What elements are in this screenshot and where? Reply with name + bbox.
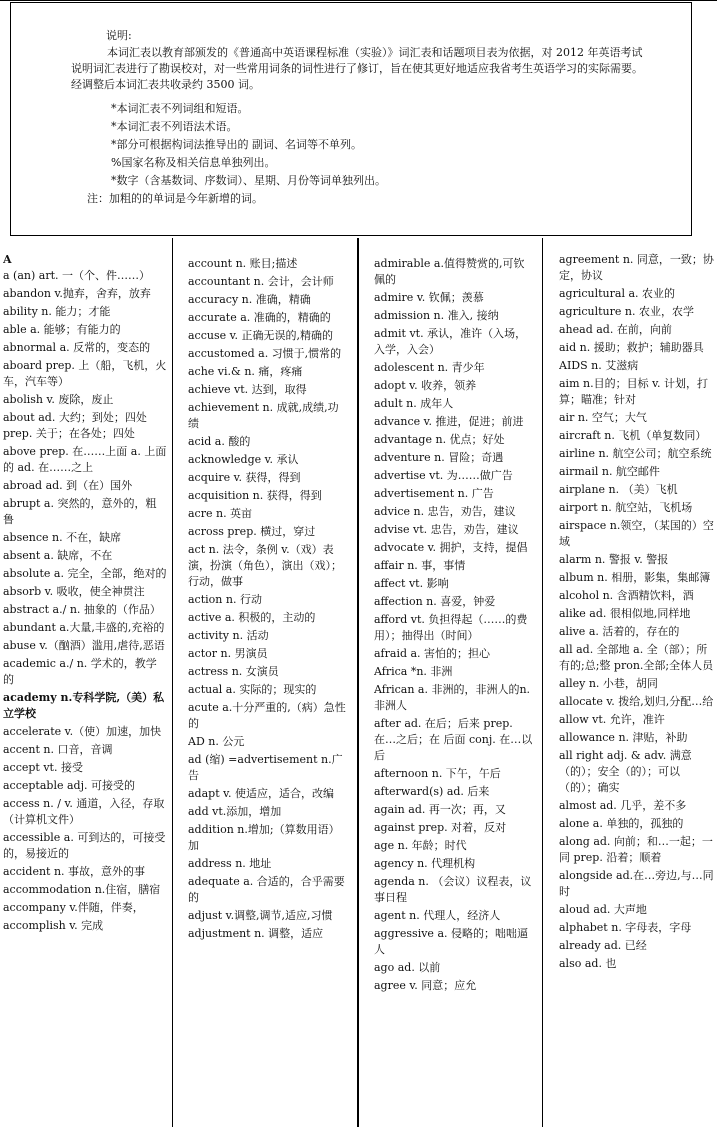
vocab-entry: aloud ad. 大声地: [559, 903, 647, 916]
intro-note: *本词汇表不列词组和短语。: [111, 102, 249, 115]
vocab-entry: agent n. 代理人，经济人: [374, 909, 501, 922]
vocab-entry: adventure n. 冒险；奇遇: [374, 451, 504, 464]
vocab-entry: alone a. 单独的，孤独的: [559, 817, 684, 830]
vocab-entry: AIDS n. 艾滋病: [559, 359, 639, 372]
vocab-entry: acre n. 英亩: [188, 507, 253, 520]
vocab-entry: afraid a. 害怕的；担心: [374, 647, 491, 660]
vocab-entry: ache vi.& n. 痛，疼痛: [188, 365, 303, 378]
vocab-entry: abnormal a. 反常的，变态的: [3, 341, 151, 354]
vocab-entry: aid n. 援助；救护；辅助器具: [559, 341, 704, 354]
vocab-entry: adapt v. 使适应，适合，改编: [188, 787, 335, 800]
top-rule: [0, 0, 717, 1]
vocab-entry: abrupt a. 突然的，意外的，粗鲁: [3, 497, 157, 526]
vocab-entry: advantage n. 优点；好处: [374, 433, 505, 446]
vocab-entry: address n. 地址: [188, 857, 272, 870]
vocab-entry: alphabet n. 字母表，字母: [559, 921, 692, 934]
vocab-entry: accuracy n. 准确，精确: [188, 293, 311, 306]
vocab-entry: agriculture n. 农业，农学: [559, 305, 694, 318]
vocab-entry: accompany v.伴随，伴奏，: [3, 901, 144, 914]
vocab-entry: album n. 相册，影集，集邮簿: [559, 571, 711, 584]
vocab-entry: alongside ad.在…旁边,与…同时: [559, 869, 714, 898]
vocab-entry: advocate v. 拥护，支持，提倡: [374, 541, 528, 554]
intro-title: 说明:: [106, 29, 132, 42]
vocab-entry: alley n. 小巷，胡同: [559, 677, 658, 690]
vocab-entry: AD n. 公元: [188, 735, 245, 748]
vocab-entry: already ad. 已经: [559, 939, 647, 952]
vocab-entry: almost ad. 几乎，差不多: [559, 799, 687, 812]
vocab-entry: alike ad. 很相似地,同样地: [559, 607, 691, 620]
vocab-entry: admission n. 准入, 接纳: [374, 309, 499, 322]
vocab-entry: addition n.增加;（算数用语）加: [188, 823, 340, 852]
vocab-entry: adult n. 成年人: [374, 397, 454, 410]
vocab-entry: allowance n. 津贴，补助: [559, 731, 688, 744]
vocab-entry: advise vt. 忠告，劝告，建议: [374, 523, 519, 536]
vocab-entry: across prep. 横过，穿过: [188, 525, 316, 538]
vocab-entry: after ad. 在后；后来 prep. 在…之后；在 后面 conj. 在…以后: [374, 717, 533, 762]
vocab-entry: activity n. 活动: [188, 629, 269, 642]
vocab-entry: abuse v.（酗酒）滥用,虐待,恶语: [3, 639, 165, 652]
vocab-entry: alarm n. 警报 v. 警报: [559, 553, 669, 566]
vocab-entry: acceptable adj. 可接受的: [3, 779, 135, 792]
vocab-entry: aircraft n. 飞机（单复数同）: [559, 429, 707, 442]
vocab-entry: accident n. 事故，意外的事: [3, 865, 146, 878]
vocab-entry: advice n. 忠告，劝告，建议: [374, 505, 516, 518]
vocab-entry: abroad ad. 到（在）国外: [3, 479, 133, 492]
vocab-entry: agency n. 代理机构: [374, 857, 476, 870]
vocab-entry: abandon v.抛弃，舍弃，放弃: [3, 287, 151, 300]
vocab-entry: action n. 行动: [188, 593, 262, 606]
section-letter: A: [3, 253, 12, 266]
vocab-entry: ahead ad. 在前，向前: [559, 323, 672, 336]
vocab-entry: airline n. 航空公司；航空系统: [559, 447, 712, 460]
vocab-entry: afternoon n. 下午，午后: [374, 767, 501, 780]
vocab-column-3: [374, 256, 534, 1145]
vocab-entry: acid a. 酸的: [188, 435, 251, 448]
vocab-entry: absent a. 缺席，不在: [3, 549, 113, 562]
vocab-entry: affair n. 事，事情: [374, 559, 466, 572]
vocab-entry: agricultural a. 农业的: [559, 287, 676, 300]
vocab-entry: alive a. 活着的，存在的: [559, 625, 680, 638]
vocab-entry: advance v. 推进，促进；前进: [374, 415, 524, 428]
vocab-entry: air n. 空气；大气: [559, 411, 647, 424]
vocab-entry: achieve vt. 达到，取得: [188, 383, 307, 396]
vocab-entry: admire v. 钦佩；羡慕: [374, 291, 484, 304]
vocab-entry: add vt.添加，增加: [188, 805, 282, 818]
vocab-entry: aggressive a. 侵略的；咄咄逼人: [374, 927, 528, 956]
vocab-entry: airspace n.领空，（某国的）空域: [559, 519, 714, 548]
vocab-entry: about ad. 大约；到处；四处 prep. 关于；在各处；四处: [3, 411, 147, 440]
vocab-entry: absolute a. 完全，全部，绝对的: [3, 567, 167, 580]
vocab-entry: abundant a.大量,丰盛的,充裕的: [3, 621, 165, 634]
intro-note: *部分可根据构词法推导出的 副词、名词等不单列。: [111, 138, 362, 151]
vocab-entry: above prep. 在……上面 a. 上面的 ad. 在……之上: [3, 445, 167, 474]
vocab-column-2: [188, 256, 348, 1145]
vocab-entry: agenda n. （会议）议程表，议事日程: [374, 875, 532, 904]
intro-note: *数字（含基数词、序数词）、星期、月份等词单独列出。: [111, 174, 386, 187]
vocab-entry: afterward(s) ad. 后来: [374, 785, 490, 798]
vocab-entry: affection n. 喜爱，钟爱: [374, 595, 496, 608]
vocab-entry: achievement n. 成就,成绩,功绩: [188, 401, 339, 430]
vocab-entry: admit vt. 承认，准许（入场，入学，入会）: [374, 327, 527, 356]
vocab-entry: ago ad. 以前: [374, 961, 441, 974]
column-divider: [357, 238, 359, 1127]
vocab-entry: adjust v.调整,调节,适应,习惯: [188, 909, 333, 922]
vocab-entry: all right adj. & adv. 满意（的）；安全（的）；可以（的）；确实: [559, 749, 692, 794]
vocab-entry: allow vt. 允许，准许: [559, 713, 665, 726]
intro-box: [10, 2, 692, 236]
vocab-entry: adjustment n. 调整，适应: [188, 927, 324, 940]
vocab-entry: accustomed a. 习惯于,惯常的: [188, 347, 342, 360]
vocab-entry: accent n. 口音，音调: [3, 743, 113, 756]
vocab-entry: Africa *n. 非洲: [374, 665, 453, 678]
vocab-entry: actress n. 女演员: [188, 665, 279, 678]
vocab-entry: accountant n. 会计，会计师: [188, 275, 334, 288]
vocab-entry: access n. / v. 通道，入径，存取（计算机文件）: [3, 797, 165, 826]
vocab-column-1: [3, 252, 167, 1141]
vocab-entry: advertisement n. 广告: [374, 487, 494, 500]
vocab-entry: academic a./ n. 学术的，教学的: [3, 657, 157, 686]
vocab-entry: abstract a./ n. 抽象的（作品）: [3, 603, 161, 616]
vocab-entry: adequate a. 合适的，合乎需要的: [188, 875, 345, 904]
vocab-entry: alcohol n. 含酒精饮料，酒: [559, 589, 694, 602]
vocab-entry: agree v. 同意；应允: [374, 979, 477, 992]
vocab-entry: academy n.专科学院,（美）私立学校: [3, 691, 165, 720]
vocab-entry: abolish v. 废除，废止: [3, 393, 114, 406]
vocab-entry: airplane n. （美）飞机: [559, 483, 678, 496]
vocab-entry: age n. 年龄；时代: [374, 839, 467, 852]
vocab-entry: actual a. 实际的；现实的: [188, 683, 317, 696]
vocab-entry: again ad. 再一次；再，又: [374, 803, 506, 816]
vocab-entry: accomplish v. 完成: [3, 919, 104, 932]
column-divider: [172, 238, 173, 1127]
column-divider: [542, 238, 543, 1127]
vocab-column-4: [559, 252, 714, 1141]
vocab-entry: adolescent n. 青少年: [374, 361, 485, 374]
vocab-entry: affect vt. 影响: [374, 577, 449, 590]
vocab-entry: African a. 非洲的，非洲人的n. 非洲人: [374, 683, 531, 712]
vocab-entry: along ad. 向前；和…一起；一同 prep. 沿着；顺着: [559, 835, 713, 864]
vocab-entry: ability n. 能力；才能: [3, 305, 111, 318]
vocab-entry: all ad. 全部地 a. 全（部）；所有的;总;整 pron.全部;全体人员: [559, 643, 714, 672]
vocab-entry: advertise vt. 为……做广告: [374, 469, 513, 482]
intro-paragraph: 本词汇表以教育部颁发的《普通高中英语课程标准（实验）》词汇表和话题项目表为依据，对 2012 年英语考试说明词汇表进行了勘误校对，对一些常用词条的词性进行了修订，旨在使其更好地适应我省考生英语学习的实际需要。经调整后本词汇表共收录约 3500 词。: [71, 46, 643, 91]
vocab-entry: aboard prep. 上（船，飞机，火车，汽车等）: [3, 359, 167, 388]
vocab-entry: active a. 积极的，主动的: [188, 611, 316, 624]
vocab-entry: afford vt. 负担得起（……的费用）；抽得出（时间）: [374, 613, 528, 642]
vocab-entry: accessible a. 可到达的，可接受的，易接近的: [3, 831, 166, 860]
intro-final-note: 注：加粗的的单词是今年新增的词。: [87, 192, 263, 205]
vocab-entry: acquire v. 获得，得到: [188, 471, 301, 484]
vocab-entry: account n. 账目;描述: [188, 257, 298, 270]
vocab-entry: admirable a.值得赞赏的,可钦佩的: [374, 257, 525, 286]
vocab-entry: able a. 能够；有能力的: [3, 323, 121, 336]
vocab-entry: accuse v. 正确无误的,精确的: [188, 329, 334, 342]
vocab-entry: accept vt. 接受: [3, 761, 83, 774]
vocab-entry: acute a.十分严重的,（病）急性的: [188, 701, 346, 730]
vocab-entry: accelerate v.（使）加速，加快: [3, 725, 162, 738]
vocab-entry: a (an) art. 一（个、件……）: [3, 269, 151, 282]
vocab-entry: airmail n. 航空邮件: [559, 465, 660, 478]
vocab-entry: allocate v. 拨给,划归,分配…给: [559, 695, 714, 708]
vocab-entry: acquisition n. 获得，得到: [188, 489, 322, 502]
vocab-entry: accurate a. 准确的，精确的: [188, 311, 331, 324]
vocab-entry: against prep. 对着，反对: [374, 821, 507, 834]
vocab-entry: adopt v. 收养，领养: [374, 379, 477, 392]
vocab-entry: absorb v. 吸收，使全神贯注: [3, 585, 145, 598]
vocab-entry: airport n. 航空站，飞机场: [559, 501, 693, 514]
vocab-entry: agreement n. 同意，一致；协定，协议: [559, 253, 714, 282]
vocab-entry: ad (缩) =advertisement n.广告: [188, 753, 343, 782]
vocab-entry: also ad. 也: [559, 957, 617, 970]
intro-note: %国家名称及相关信息单独列出。: [111, 156, 276, 169]
vocab-entry: acknowledge v. 承认: [188, 453, 299, 466]
vocab-entry: aim n.目的；目标 v. 计划，打算；瞄准；针对: [559, 377, 708, 406]
vocab-entry: actor n. 男演员: [188, 647, 268, 660]
vocab-entry: accommodation n.住宿，膳宿: [3, 883, 161, 896]
vocab-entry: act n. 法令，条例 v.（戏）表演，扮演（角色），演出（戏）；行动，做事: [188, 543, 342, 588]
intro-note: *本词汇表不列语法术语。: [111, 120, 238, 133]
vocab-entry: absence n. 不在，缺席: [3, 531, 122, 544]
